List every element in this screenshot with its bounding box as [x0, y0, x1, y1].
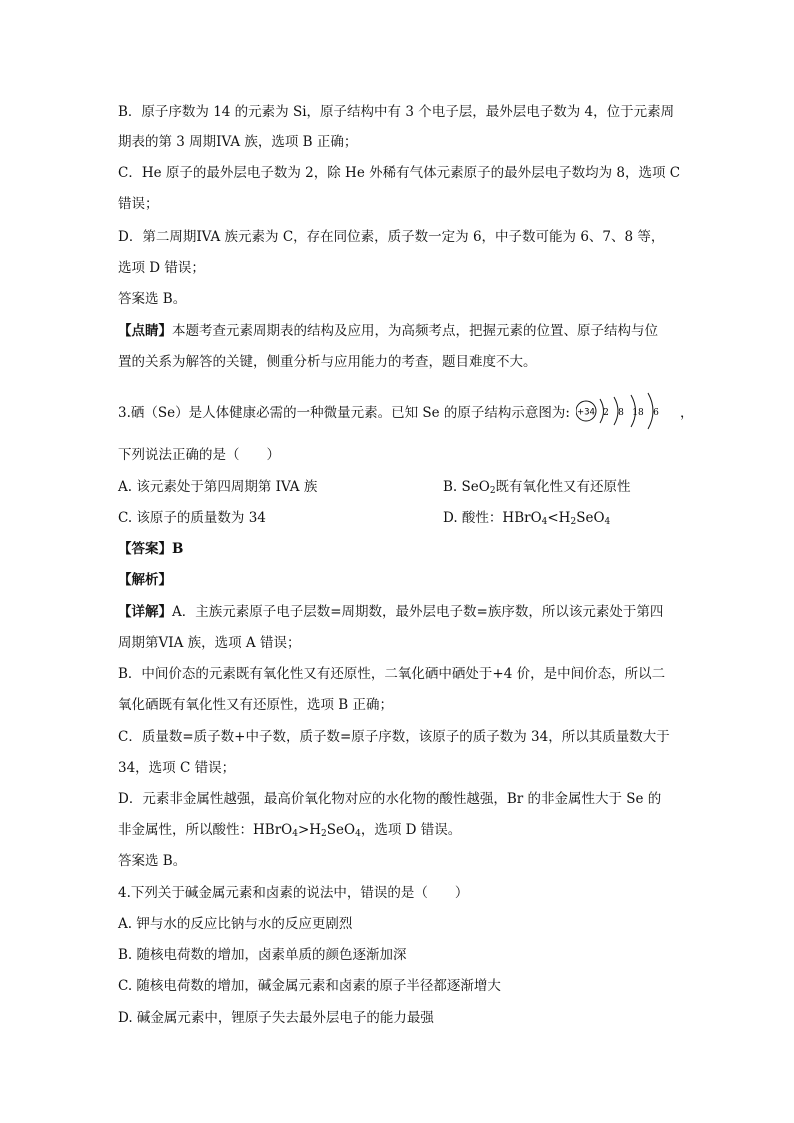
- q2-option-d-explanation-line1: D．第二周期IVA 族元素为 C，存在同位素，质子数一定为 6，中子数可能为 6、7、8 等，: [118, 229, 665, 245]
- q3-option-d: D. 酸性：$HBrO_4<H_2SeO_4$: [443, 510, 611, 527]
- q2-option-b-explanation-line2: 期表的第 3 周期IVA 族，选项 B 正确；: [118, 134, 358, 150]
- nucleus-charge: +34: [577, 407, 595, 418]
- q3-analysis-label: 【解析】: [118, 572, 172, 588]
- q3-detail-c-line2: 34，选项 C 错误；: [118, 760, 236, 776]
- q3-detail-c-line1: C．质量数=质子数+中子数，质子数=原子序数，该原子的质子数为 34，所以其质量数大于: [118, 729, 670, 745]
- q3-option-c: C. 该原子的质量数为 34: [118, 510, 266, 526]
- q2-option-b-explanation-line1: B．原子序数为 14 的元素为 Si，原子结构中有 3 个电子层，最外层电子数为 4，位于元素周: [118, 104, 675, 120]
- q2-answer: 答案选 B。: [118, 291, 187, 307]
- q3-stem: 3.硒（Se）是人体健康必需的一种微量元素。已知 Se 的原子结构示意图为:: [118, 405, 570, 421]
- q4-option-b: B. 随核电荷数的增加，卤素单质的颜色逐渐加深: [118, 947, 407, 963]
- q2-comment-label: 【点睛】: [118, 323, 172, 339]
- se-atom-structure-diagram: [576, 391, 676, 431]
- q3-answer-label: 【答案】B: [118, 541, 184, 557]
- q4-option-a: A. 钾与水的反应比钠与水的反应更剧烈: [118, 916, 353, 932]
- q2-option-c-explanation-line2: 错误；: [118, 196, 159, 212]
- q3-stem-end: ，: [680, 405, 694, 421]
- q3-detail-d-line1: D．元素非金属性越强，最高价氧化物对应的水化物的酸性越强，Br 的非金属性大于 Se 的: [118, 791, 662, 807]
- q3-detail-b-line1: B．中间价态的元素既有氧化性又有还原性，二氧化硒中硒处于+4 价，是中间价态，所以二: [118, 666, 666, 682]
- q3-option-b: B. SeO$_2$既有氧化性又有还原性: [443, 479, 631, 496]
- q4-stem: 4.下列关于碱金属元素和卤素的说法中，错误的是（ ）: [118, 885, 469, 901]
- q2-comment-line2: 置的关系为解答的关键，侧重分析与应用能力的考查，题目难度不大。: [118, 354, 537, 370]
- q3-prompt: 下列说法正确的是（ ）: [118, 447, 280, 463]
- q3-detail-a-line1: 【详解】A．主族元素原子电子层数=周期数，最外层电子数=族序数，所以该元素处于第四: [118, 604, 664, 620]
- q3-detail-d-line2: 非金属性，所以酸性：$HBrO_4>H_2SeO_4$，选项 D 错误。: [118, 822, 462, 839]
- q3-detail-b-line2: 氧化硒既有氧化性又有还原性，选项 B 正确；: [118, 697, 394, 713]
- q3-detail-label: 【详解】: [118, 604, 172, 620]
- q2-comment-text: 本题考查元素周期表的结构及应用，为高频考点，把握元素的位置、原子结构与位: [172, 323, 658, 339]
- q4-option-d: D. 碱金属元素中，锂原子失去最外层电子的能力最强: [118, 1010, 434, 1026]
- shell-2-electrons: 8: [618, 408, 624, 418]
- shell-1-electrons: 2: [603, 408, 609, 418]
- q2-option-d-explanation-line2: 选项 D 错误；: [118, 260, 205, 276]
- q3-option-a: A. 该元素处于第四周期第 IVA 族: [118, 479, 318, 495]
- shell-4-electrons: 6: [653, 408, 659, 418]
- q2-comment-line1: [118, 322, 658, 340]
- q3-stem-row: [118, 396, 694, 426]
- q3-answer: 答案选 B。: [118, 853, 187, 869]
- shell-3-electrons: 18: [632, 408, 644, 418]
- q3-detail-a-line2: 周期第VIA 族，选项 A 错误；: [118, 635, 301, 651]
- q4-option-c: C. 随核电荷数的增加，碱金属元素和卤素的原子半径都逐渐增大: [118, 978, 501, 994]
- q2-option-c-explanation-line1: C．He 原子的最外层电子数为 2，除 He 外稀有气体元素原子的最外层电子数均为 8，选项 C: [118, 165, 681, 181]
